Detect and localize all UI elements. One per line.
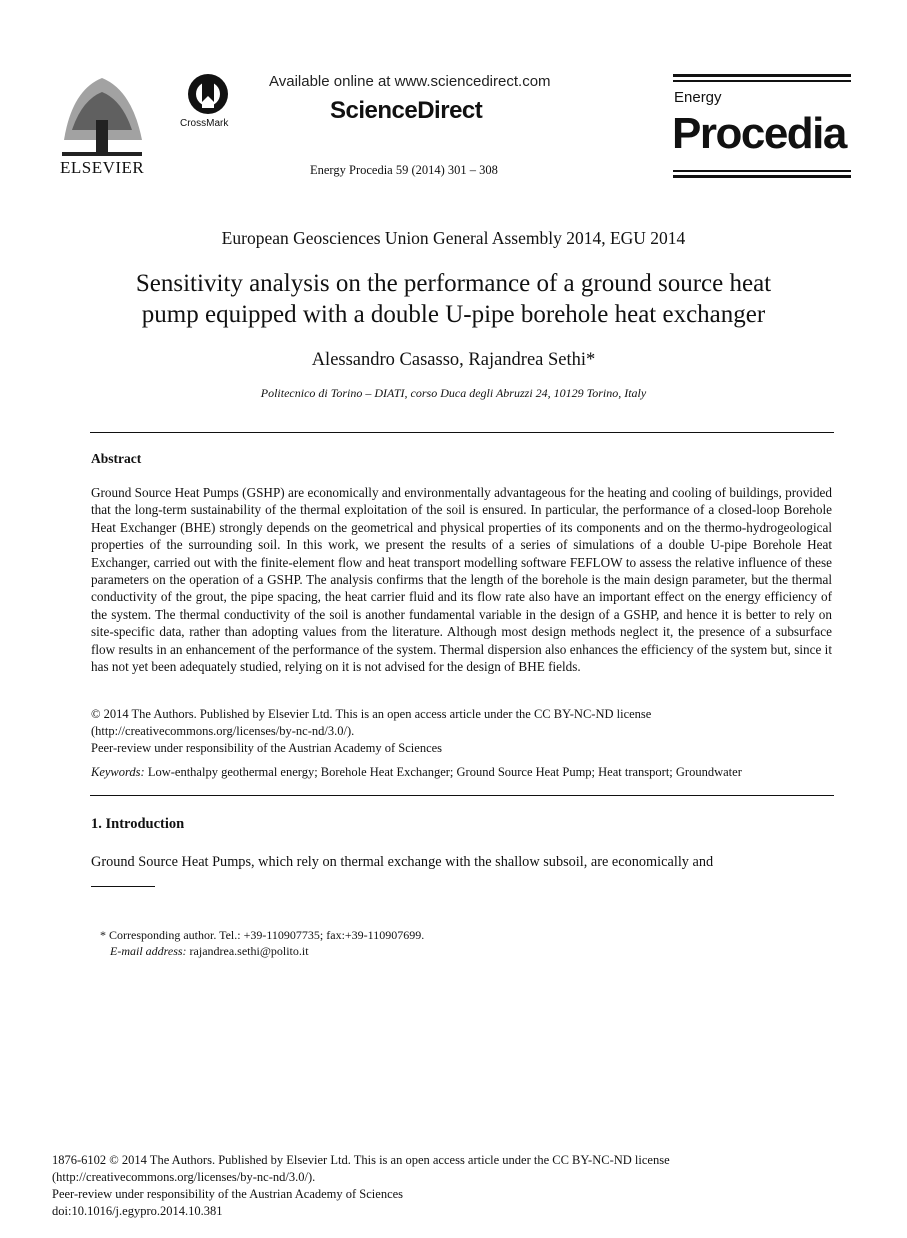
keywords-label: Keywords: [91,765,145,779]
available-online: Available online at www.sciencedirect.com [269,73,551,90]
email-address[interactable]: rajandrea.sethi@polito.it [186,944,309,958]
intro-heading: 1. Introduction [91,816,185,832]
license-block [91,706,832,757]
sciencedirect-wordmark: ScienceDirect [330,97,483,124]
license-link[interactable]: (http://creativecommons.org/licenses/by-nc-nd/3.0/). [91,724,355,738]
journal-reference: Energy Procedia 59 (2014) 301 – 308 [310,163,498,177]
doi[interactable]: doi:10.1016/j.egypro.2014.10.381 [52,1204,223,1218]
email-line [110,944,309,959]
elsevier-wordmark: ELSEVIER [60,158,145,177]
bottom-license-link[interactable]: (http://creativecommons.org/licenses/by-nc-nd/3.0/). [52,1170,316,1184]
paper-title [90,268,817,330]
keywords [91,765,832,780]
email-label: E-mail address: [110,944,187,958]
logo-procedia-word: Procedia [672,109,846,158]
crossmark-badge[interactable] [180,72,236,134]
crossmark-label: CrossMark [180,118,229,129]
title-line-1: Sensitivity analysis on the performance of a ground source heat [135,270,772,297]
license-line: © 2014 The Authors. Published by Elsevier Ltd. This is an open access article under the CC BY-NC-ND license [91,707,652,721]
abstract-heading: Abstract [91,451,142,466]
peer-review-line: Peer-review under responsibility of the Austrian Academy of Sciences [91,741,443,755]
keywords-list: Low-enthalpy geothermal energy; Borehole Heat Exchanger; Ground Source Heat Pump; Heat transport; Groundwater [144,765,742,779]
footnote-rule [91,886,155,887]
elsevier-logo [52,70,152,180]
abstract-text: Ground Source Heat Pumps (GSHP) are economically and environmentally advantageous for the heating and cooling of buildings, provided that the long-term sustainability of the thermal exploitation of the soil is ensured. In particular, the performance of a closed-loop Borehole Heat Exchanger (BHE) strongly depends on the geometrical and physical properties of its components and on the thermo-hydrogeological properties of the surrounding soil. In this work, we present the results of a series of simulations of a double U-pipe Borehole Heat Exchanger, carried out with the finite-element flow and heat transport modelling software FEFLOW to assess the relative influence of these parameters on the operation of a GSHP. The analysis confirms that the length of the borehole is the main design parameter, but the thermal conductivity of the grout, the pipe spacing, the heat carrier fluid and its flow rate also have an important effect on the energy efficiency of the system. The thermal conductivity of the soil is another fundamental variable in the design of a GSHP, and hence it is better to rely on site-specific data, rather than adopting values from the literature. Although most design methods neglect it, the presence of a subsurface flow results in an enhancement of the performance of the system. Thermal dispersion also enhances the efficiency of the system but, since it has not yet been adequately studied, relying on it is not advised for the design of BHE fields. [91,485,832,675]
conference-name: European Geosciences Union General Assembly 2014, EGU 2014 [221,228,686,248]
bottom-license [52,1152,670,1220]
authors: Alessandro Casasso, Rajandrea Sethi* [311,350,596,370]
divider-top [90,432,834,433]
bottom-peer-review: Peer-review under responsibility of the Austrian Academy of Sciences [52,1187,404,1201]
issn-line: 1876-6102 © 2014 The Authors. Published by Elsevier Ltd. This is an open access article under the CC BY-NC-ND license [52,1153,670,1167]
corresponding-author: * Corresponding author. Tel.: +39-110907735; fax:+39-110907699. [100,928,425,942]
divider-bottom [90,795,834,796]
affiliation: Politecnico di Torino – DIATI, corso Duca degli Abruzzi 24, 10129 Torino, Italy [260,386,647,400]
logo-energy-word: Energy [674,89,722,106]
title-line-2: pump equipped with a double U-pipe borehole heat exchanger [141,301,766,328]
intro-paragraph: Ground Source Heat Pumps, which rely on thermal exchange with the shallow subsoil, are economically and [91,854,714,870]
